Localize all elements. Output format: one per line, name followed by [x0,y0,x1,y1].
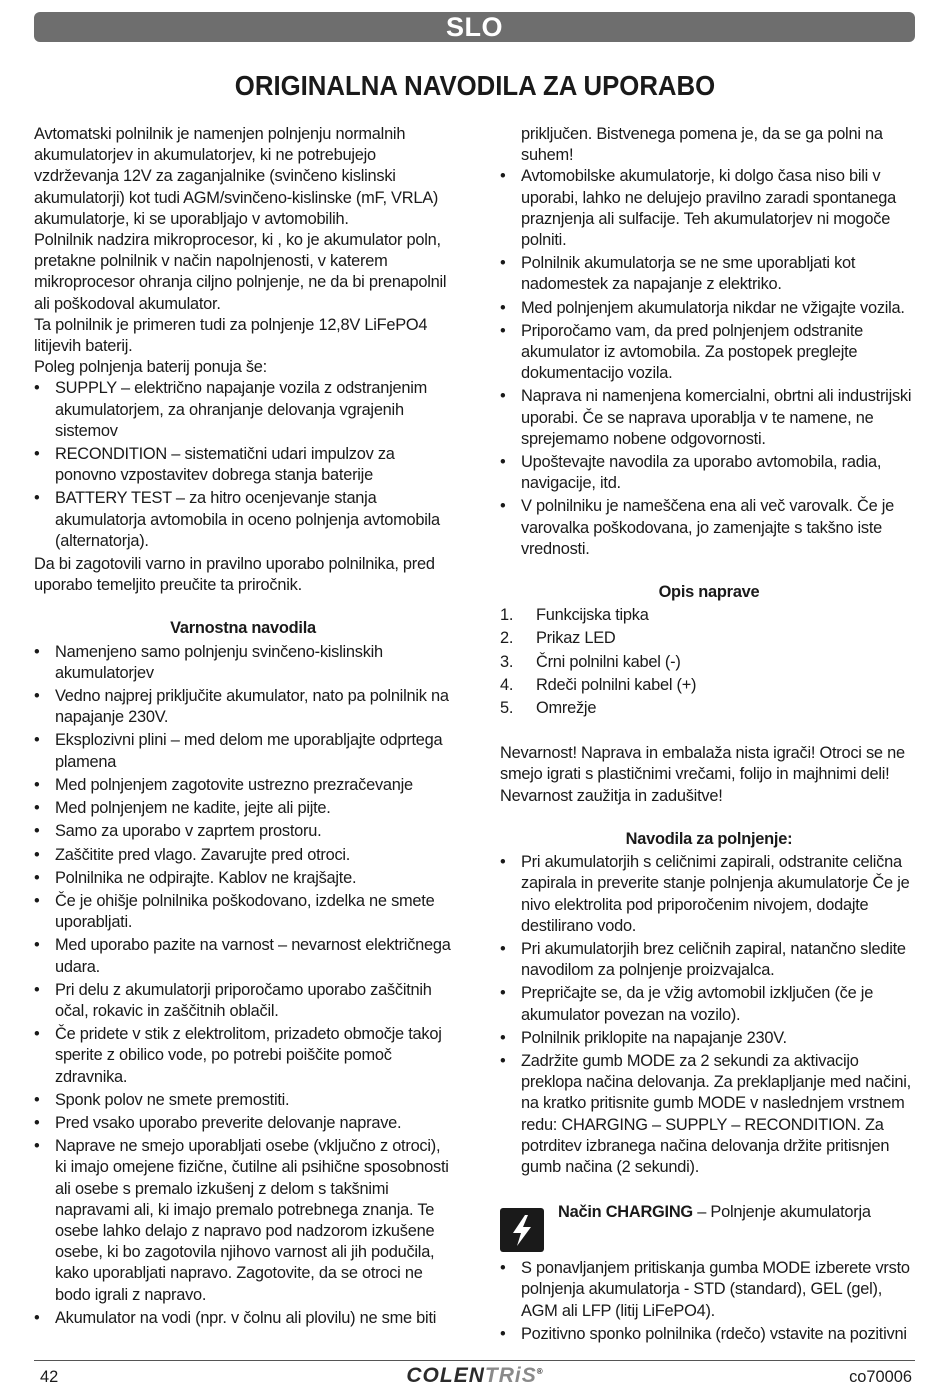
list-item [500,675,918,696]
device-parts-list [500,605,918,719]
closing-paragraph: Da bi zagotovili varno in pravilno uporabo polnilnika, pred uporabo temeljito preučite ta priročnik. [34,555,435,595]
list-item: • S ponavljanjem pritiskanja gumba MODE izberete vrsto polnjenja akumulatorja - STD (standard), GEL (gel), AGM ali LFP (litij LiFePO4). [500,1258,918,1322]
list-item: • Prepričajte se, da je vžig avtomobil izključen (če je akumulator povezan na vozilo). [500,983,918,1025]
language-banner: SLO [34,12,915,42]
mode-steps-list [500,1258,918,1345]
list-item: • Eksplozivni plini – med delom me uporabljajte odprtega plamena [34,730,452,772]
list-item: • BATTERY TEST – za hitro ocenjevanje stanja akumulatorja avtomobila in oceno polnjenja avtomobila (alternatorja). [34,488,452,552]
list-item: • Akumulator na vodi (npr. v čolnu ali plovilu) ne sme biti [34,1308,452,1329]
intro-paragraph: Polnilnik nadzira mikroprocesor, ki , ko je akumulator poln, pretakne polnilnik v način napolnjenosti, v katerem mikroprocesor ohranja ciljno polnjenje, ne da bi prenapolnil ali poškodoval akumulator. [34,231,447,313]
list-item: • Če je ohišje polnilnika poškodovano, izdelka ne smete uporabljati. [34,891,452,933]
list-item [500,698,918,719]
list-item: • Naprava ni namenjena komercialni, obrtni ali industrijski uporabi. Če se naprava uporablja v te namene, ne sprejemamo nobene odgovornosti. [500,386,918,450]
safety-list [34,642,452,1329]
mode-description: – Polnjenje akumulatorja [692,1203,871,1222]
list-item: • Če pridete v stik z elektrolitom, prizadeto območje takoj sperite z obilico vode, po potrebi poiščite pomoč zdravnika. [34,1024,452,1088]
list-item: • Pri delu z akumulatorji priporočamo uporabo zaščitnih očal, rokavic in zaščitnih oblačil. [34,980,452,1022]
brand-logo [0,1364,950,1388]
list-item: • Zaščitite pred vlago. Zavarujte pred otroci. [34,845,452,866]
list-item: • SUPPLY – električno napajanje vozila z odstranjenim akumulatorjem, za ohranjanje delovanja vgrajenih sistemov [34,378,452,442]
item-number: 2. [500,629,514,648]
section-heading-safety: Varnostna navodila [170,619,316,638]
section-heading-device: Opis naprave [658,583,760,602]
list-item: • V polnilniku je nameščena ena ali več varovalk. Če je varovalka poškodovana, jo zamenjajte s takšno iste vrednosti. [500,496,918,560]
intro-paragraph: Poleg polnjenja baterij ponuja še: [34,358,267,377]
brand-text-b: TRiS [484,1364,537,1387]
item-number: 1. [500,606,514,625]
item-number: 3. [500,652,514,671]
list-item: • Polnilnik priklopite na napajanje 230V. [500,1028,918,1049]
right-column [500,124,918,1347]
document-title: ORIGINALNA NAVODILA ZA UPORABO [234,70,716,101]
item-label: Črni polnilni kabel (-) [536,652,681,671]
page-number: 42 [40,1368,59,1386]
list-item: • RECONDITION – sistematični udari impulzov za ponovno vzpostavitev dobrega stanja baterije [34,444,452,486]
item-label: Funkcijska tipka [536,606,649,625]
list-item: • Upoštevajte navodila za uporabo avtomobila, radia, navigacije, itd. [500,452,918,494]
item-label: Prikaz LED [536,629,616,648]
list-item [500,652,918,673]
list-item: • Pri akumulatorjih s celičnimi zapirali, odstranite celična zapirala in preverite stanje polnjenja akumulatorje Če je nivo elektrolita pod priporočenim nivojem, dodajte destilirano vodo. [500,852,918,937]
list-item: • Samo za uporabo v zaprtem prostoru. [34,821,452,842]
list-item: • Med polnjenjem zagotovite ustrezno prezračevanje [34,775,452,796]
item-label: Rdeči polnilni kabel (+) [536,675,697,694]
list-item: • Namenjeno samo polnjenju svinčeno-kislinskih akumulatorjev [34,642,452,684]
list-item: • Pozitivno sponko polnilnika (rdečo) vstavite na pozitivni [500,1324,918,1345]
lightning-icon [500,1208,544,1252]
list-item: • Pri akumulatorjih brez celičnih zapiral, natančno sledite navodilom za polnjenje proizvajalca. [500,939,918,981]
list-item: • Sponk polov ne smete premostiti. [34,1090,452,1111]
left-column [34,124,452,1331]
charging-list [500,852,918,1178]
brand-text-a: COLEN [406,1364,485,1387]
list-item: • Priporočamo vam, da pred polnjenjem odstranite akumulator iz avtomobila. Za postopek preglejte dokumentacijo vozila. [500,321,918,385]
list-item: • Zadržite gumb MODE za 2 sekundi za aktivacijo preklopa načina delovanja. Za preklapljanje med načini, na kratko pritisnite gumb MODE v naslednjem vrstnem redu: CHARGING – SUPPLY – RECONDITION. Za potrditev izbranega načina delovanja držite pritisnjen gumb načina (2 sekundi). [500,1051,918,1178]
hazard-warning: Nevarnost! Naprava in embalaža nista igrači! Otroci se ne smejo igrati s plastičnimi vrečami, folijo in majhnimi deli! Nevarnost zaužitja in zadušitve! [500,744,905,805]
list-item: • Avtomobilske akumulatorje, ki dolgo časa niso bili v uporabi, lahko ne delujejo pravilno zaradi spontanega praznjenja ali sulfacije. Teh akumulatorjev ni mogoče polniti. [500,166,918,251]
feature-list [34,378,452,552]
list-item: • Polnilnika ne odpirajte. Kablov ne krajšajte. [34,868,452,889]
registered-mark: ® [536,1367,544,1376]
list-item: • Pred vsako uporabo preverite delovanje naprave. [34,1113,452,1134]
safety-list-continued [500,166,918,560]
list-item: • Med uporabo pazite na varnost – nevarnost električnega udara. [34,935,452,977]
intro-paragraph: Avtomatski polnilnik je namenjen polnjenju normalnih akumulatorjev in akumulatorjev, ki ne potrebujejo vzdrževanja 12V za zaganjalnike (svinčeno kislinski akumulatorji) kot tudi AGM/svinčeno-kislinske (mF, VRLA) akumulatorje, ki se uporabljajo v avtomobilih. [34,125,439,228]
mode-title [558,1200,918,1223]
document-code: co70006 [849,1368,912,1386]
section-heading-charging: Navodila za polnjenje: [625,829,793,848]
item-number: 4. [500,675,514,694]
list-item: • Med polnjenjem ne kadite, jejte ali pijte. [34,798,452,819]
list-item [500,605,918,626]
mode-name: Način CHARGING [558,1203,693,1222]
list-item: • Polnilnik akumulatorja se ne sme uporabljati kot nadomestek za napajanje z elektriko. [500,253,918,295]
continuation-text: priključen. Bistvenega pomena je, da se ga polni na suhem! [521,125,883,165]
list-item: • Vedno najprej priključite akumulator, nato pa polnilnik na napajanje 230V. [34,686,452,728]
item-label: Omrežje [536,699,597,718]
mode-charging-header [500,1200,918,1252]
item-number: 5. [500,699,514,718]
footer-divider [34,1360,915,1361]
intro-paragraph: Ta polnilnik je primeren tudi za polnjenje 12,8V LiFePO4 litijevih baterij. [34,315,428,356]
list-item: • Med polnjenjem akumulatorja nikdar ne vžigajte vozila. [500,298,918,319]
list-item: • Naprave ne smejo uporabljati osebe (vključno z otroci), ki imajo omejene fizične, čutilne ali psihične sposobnosti ali osebe s premalo izkušenj z delom s takšnimi napravami ali, ki imajo premalo potrebnega znanja. Te osebe lahko delajo z napravo pod nadzorom izkušene osebe, ki bo zagotovila njihovo varnost ali jih podučila, kako uporabljati napravo. Zagotovite, da se otroci ne bodo igrali z napravo. [34,1136,452,1306]
list-item [500,628,918,649]
